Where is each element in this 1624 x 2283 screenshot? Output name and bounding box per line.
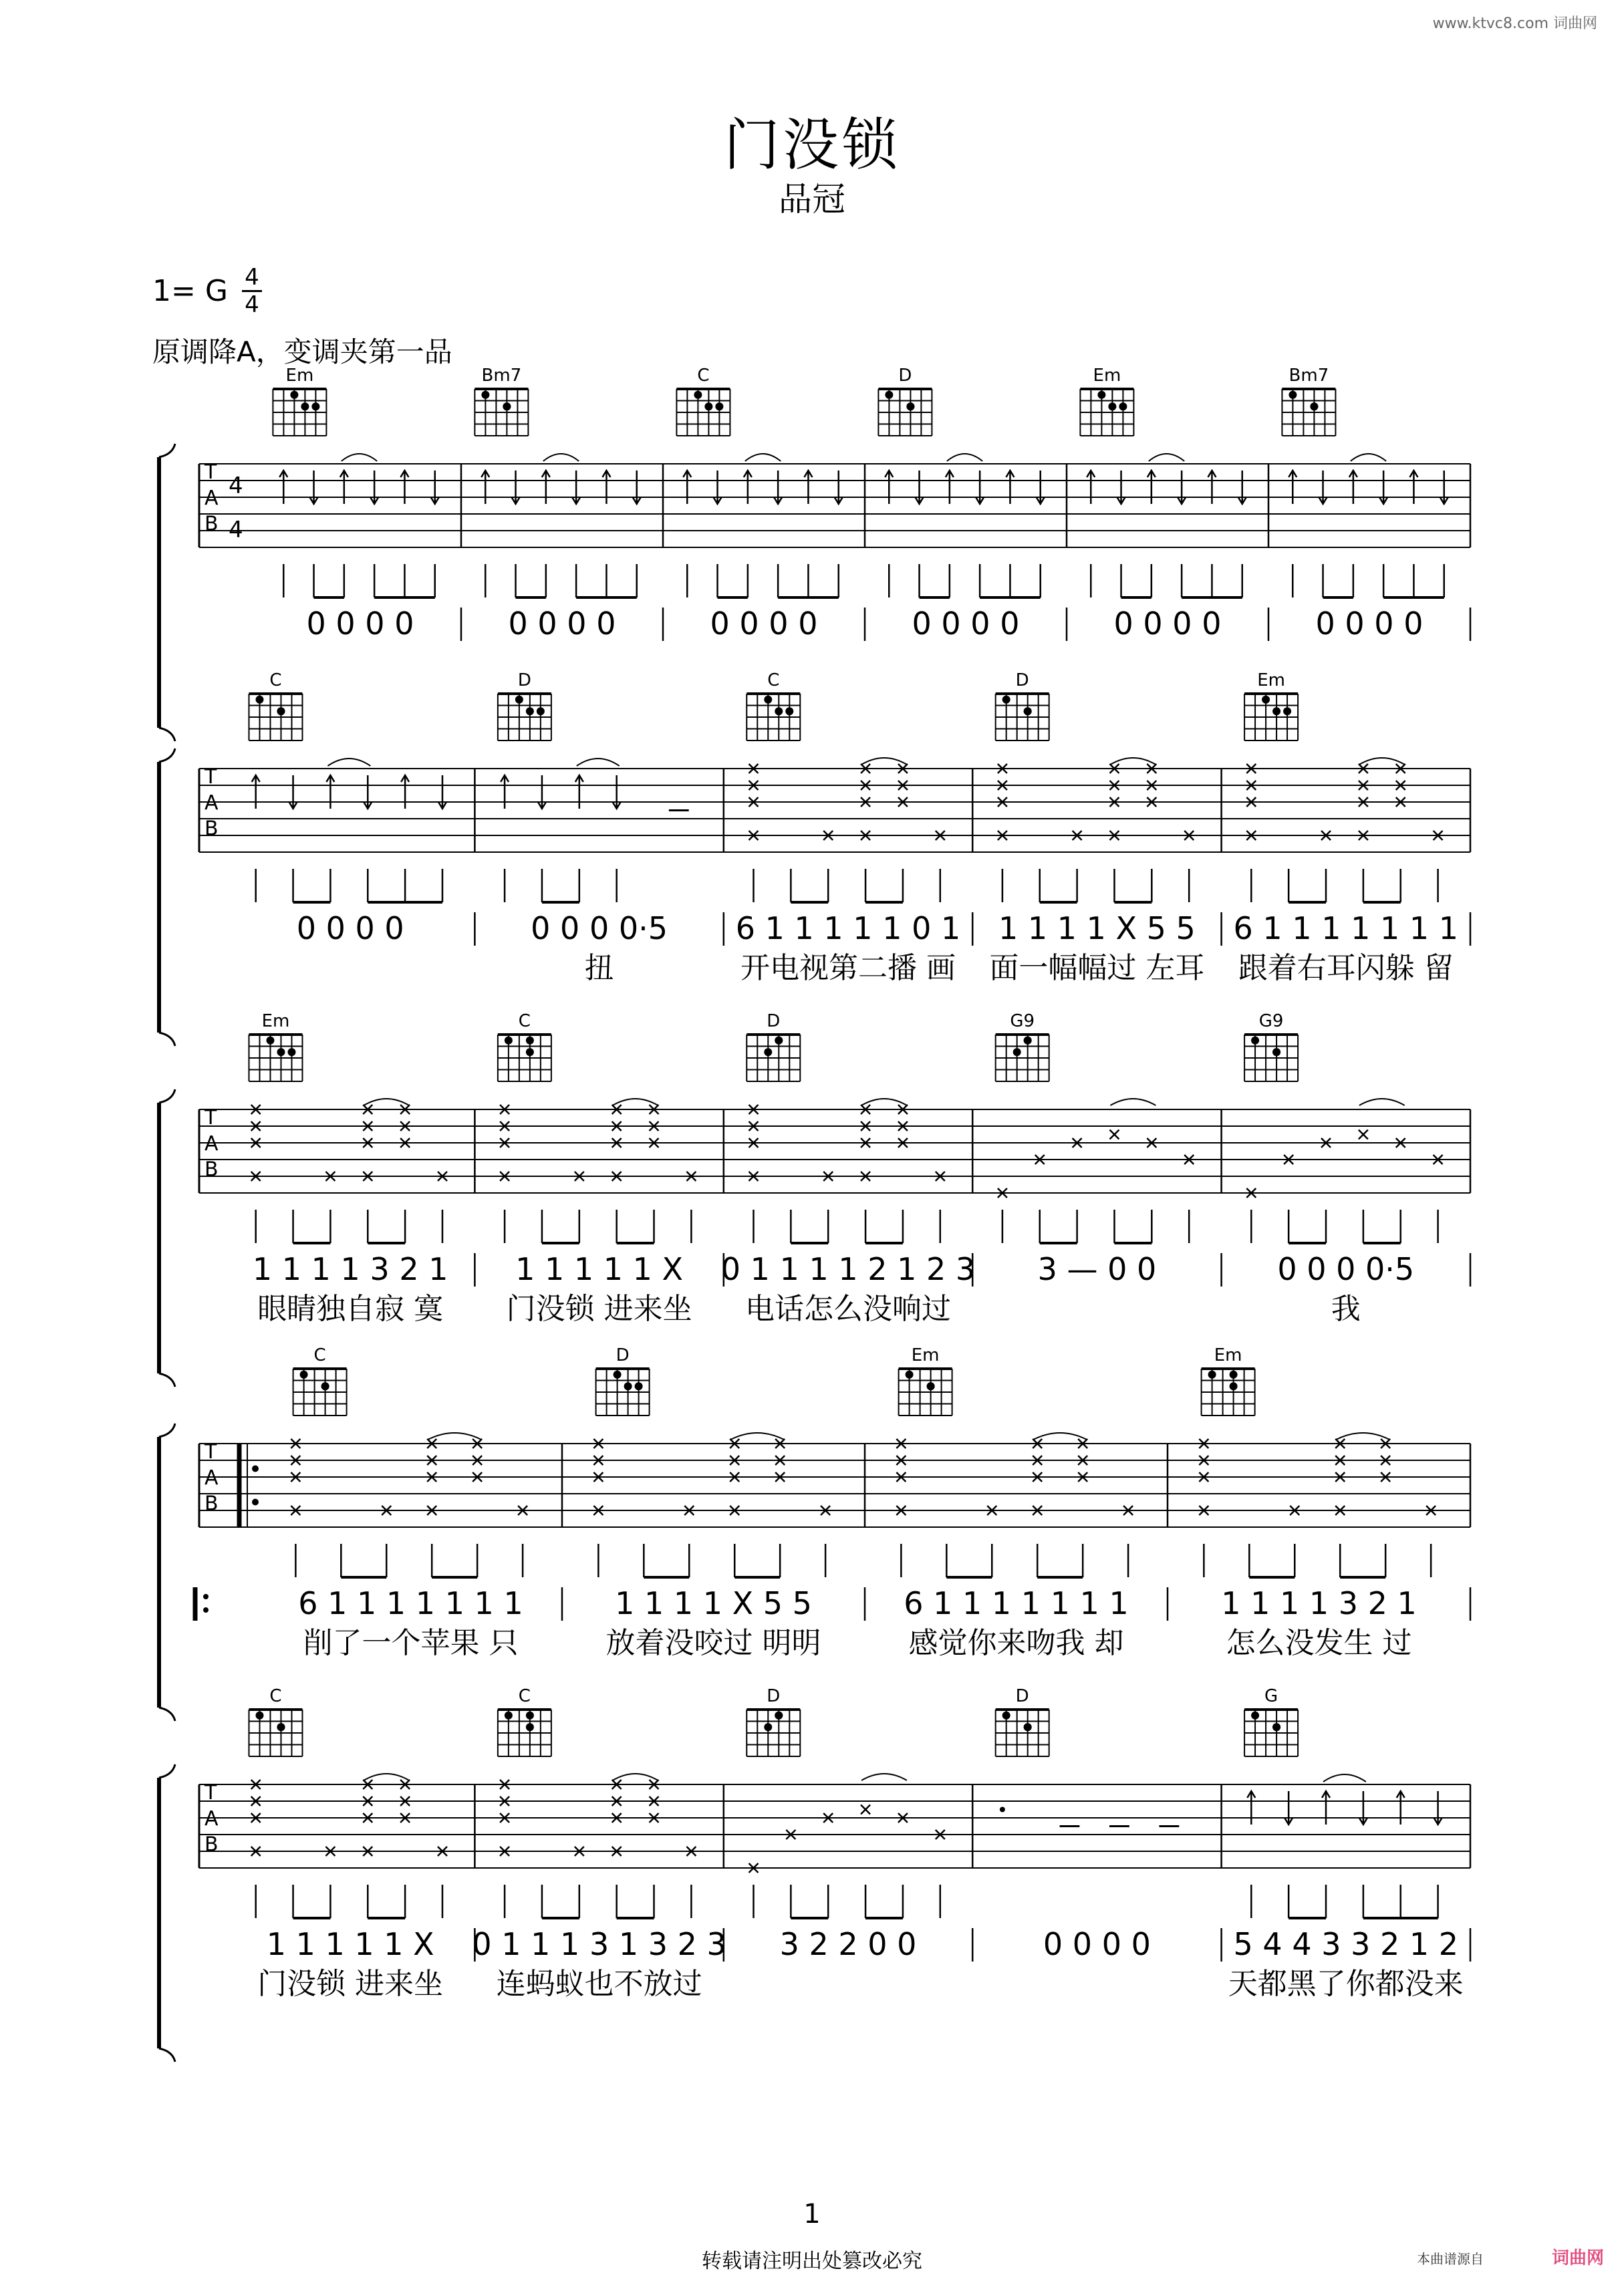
chord-dot <box>1262 696 1270 704</box>
song-title: 门没锁 <box>723 112 900 178</box>
chord-dot <box>885 391 893 399</box>
page-number: 1 <box>803 2199 821 2230</box>
system-bracket-hook <box>159 2048 175 2062</box>
lyric-line: 面一幅幅过 左耳 <box>989 951 1205 985</box>
artist-name: 品冠 <box>779 180 845 219</box>
jianpu-notes: 0 0 0 0 <box>1043 1926 1151 1962</box>
lyric-line: 电话怎么没响过 <box>745 1292 951 1326</box>
lyric-line: 眼睛独自寂 寞 <box>257 1292 444 1326</box>
tab-system <box>159 1011 1470 1387</box>
tie-arc <box>364 1774 409 1780</box>
tie-arc <box>861 758 907 765</box>
jianpu-notes: 6 1 1 1 1 1 0 1 <box>735 910 961 946</box>
time-signature-top: 4 <box>245 264 259 291</box>
lyric-line: 放着没咬过 明明 <box>605 1626 821 1660</box>
tab-clef-letter: A <box>205 791 219 815</box>
chord-dot <box>1283 707 1291 715</box>
chord-dot <box>1119 402 1127 410</box>
chord-dot <box>300 1371 308 1379</box>
jianpu-notes: 0 0 0 0 <box>508 606 616 642</box>
jianpu-notes: 0 0 0 0·5 <box>1277 1251 1415 1287</box>
jianpu-notes: 6 1 1 1 1 1 1 1 <box>1233 910 1459 946</box>
system-bracket-hook <box>159 1089 175 1103</box>
chord-dot <box>704 402 712 410</box>
tab-clef-letter: A <box>205 486 219 510</box>
chord-dot <box>503 402 511 410</box>
tie-arc <box>613 1099 658 1105</box>
tie-arc <box>543 454 579 461</box>
jianpu-notes: 6 1 1 1 1 1 1 1 <box>298 1585 523 1621</box>
chord-name: Em <box>911 1345 940 1365</box>
chord-name: Em <box>285 366 314 386</box>
system-bracket-hook <box>159 444 175 457</box>
chord-dot <box>277 1723 285 1731</box>
chord-dot <box>1272 1723 1280 1731</box>
chord-dot <box>764 696 772 704</box>
chord-dot <box>694 391 702 399</box>
tab-system <box>159 1345 1470 1721</box>
chord-dot <box>481 391 489 399</box>
repeat-dot <box>252 1466 259 1472</box>
jianpu-notes: 1 1 1 1 3 2 1 <box>1221 1585 1417 1621</box>
chord-dot <box>515 696 523 704</box>
tab-system <box>159 1686 1470 2062</box>
chord-name: Em <box>1257 670 1285 690</box>
chord-dot <box>764 1048 772 1056</box>
chord-name: D <box>1015 670 1029 690</box>
chord-dot <box>906 1371 914 1379</box>
jianpu-notes: 1 1 1 1 1 X <box>266 1926 434 1962</box>
chord-dot <box>1208 1371 1216 1379</box>
chord-dot <box>764 1723 772 1731</box>
tie-arc <box>342 454 377 461</box>
copyright-note: 转载请注明出处篡改必究 <box>702 2250 922 2273</box>
tab-clef-letter: T <box>205 1440 217 1464</box>
chord-dot <box>287 1048 295 1056</box>
chord-name: D <box>898 366 912 386</box>
chord-dot <box>785 707 793 715</box>
tab-clef-letter: B <box>205 817 219 841</box>
system-bracket-hook <box>159 1373 175 1387</box>
chord-dot <box>526 1037 534 1045</box>
jianpu-notes: 0 0 0 0 <box>306 606 414 642</box>
chord-name: Bm7 <box>1289 366 1329 386</box>
chord-dot <box>927 1382 935 1390</box>
system-bracket-hook <box>159 1764 175 1778</box>
tie-arc <box>1110 758 1156 765</box>
chord-dot <box>301 402 309 410</box>
lyric-line: 门没锁 进来坐 <box>506 1292 692 1326</box>
jianpu-notes: 0 1 1 1 1 2 1 2 3 <box>720 1251 976 1287</box>
tab-clef-letter: A <box>205 1806 219 1831</box>
chord-name: C <box>313 1345 326 1365</box>
chord-dot <box>1289 391 1297 399</box>
jianpu-notes: 1 1 1 1 X 5 5 <box>998 910 1196 946</box>
chord-dot <box>624 1382 632 1390</box>
chord-dot <box>1272 707 1280 715</box>
jianpu-notes: 1 1 1 1 3 2 1 <box>252 1251 448 1287</box>
jianpu-notes: 1 1 1 1 X 5 5 <box>615 1585 812 1621</box>
capo-note: 原调降A，变调夹第一品 <box>152 335 452 368</box>
chord-dot <box>1272 1048 1280 1056</box>
system-bracket-hook <box>159 1708 175 1721</box>
chord-dot <box>321 1382 329 1390</box>
chord-name: C <box>269 670 282 690</box>
chord-dot <box>715 402 723 410</box>
lyric-line: 连蚂蚁也不放过 <box>496 1967 702 2001</box>
chord-name: C <box>269 1686 282 1706</box>
chord-name: D <box>1015 1686 1029 1706</box>
time-signature-bottom: 4 <box>245 291 259 318</box>
chord-name: G9 <box>1010 1011 1035 1031</box>
chord-dot <box>526 707 534 715</box>
jianpu-notes: 1 1 1 1 1 X <box>515 1251 684 1287</box>
tab-clef-letter: T <box>205 765 217 789</box>
tie-arc <box>1359 1099 1405 1105</box>
tie-arc <box>1359 758 1405 765</box>
tab-clef-letter: B <box>205 1492 219 1516</box>
chord-name: Em <box>1214 1345 1242 1365</box>
system-bracket-hook <box>159 1424 175 1437</box>
chord-dot <box>1013 1048 1021 1056</box>
tie-arc <box>327 759 370 766</box>
chord-name: G9 <box>1258 1011 1284 1031</box>
tab-clef-letter: B <box>205 1833 219 1857</box>
lyric-line: 削了一个苹果 只 <box>303 1626 519 1660</box>
chord-name: D <box>767 1011 781 1031</box>
jianpu-notes: 0 0 0 0 <box>912 606 1020 642</box>
jianpu-notes: 6 1 1 1 1 1 1 1 <box>904 1585 1129 1621</box>
chord-dot <box>1230 1371 1238 1379</box>
tie-arc <box>947 454 982 461</box>
lyric-line: 扭 <box>584 951 614 985</box>
tab-clef-letter: B <box>205 512 219 536</box>
tab-clef-letter: T <box>205 460 217 484</box>
chord-dot <box>277 707 285 715</box>
chord-dot <box>1002 696 1010 704</box>
chord-dot <box>277 1048 285 1056</box>
lyric-line: 我 <box>1331 1292 1361 1326</box>
jianpu-repeat-dot <box>203 1594 209 1599</box>
chord-name: Em <box>261 1011 290 1031</box>
tie-arc <box>1323 1774 1366 1782</box>
lyric-line: 开电视第二播 画 <box>740 951 956 985</box>
chord-dot <box>614 1371 622 1379</box>
chord-dot <box>266 1037 274 1045</box>
jianpu-notes: 0 0 0 0 <box>1113 606 1222 642</box>
site-logo: 词曲网 <box>1551 2248 1604 2268</box>
tie-arc <box>1149 454 1184 461</box>
lyric-line: 怎么没发生 过 <box>1226 1626 1412 1660</box>
chord-dot <box>775 1037 783 1045</box>
tab-time-bottom: 4 <box>229 517 243 543</box>
chord-dot <box>290 391 298 399</box>
chord-dot <box>775 707 783 715</box>
tie-arc <box>861 1774 907 1780</box>
chord-dot <box>255 696 263 704</box>
chord-name: C <box>518 1686 531 1706</box>
key-signature: 1= G <box>152 274 228 308</box>
chord-dot <box>1310 402 1318 410</box>
chord-dot <box>1230 1382 1238 1390</box>
chord-dot <box>537 707 545 715</box>
tie-arc <box>745 454 781 461</box>
jianpu-notes: 0 0 0 0 <box>296 910 404 946</box>
jianpu-notes: 0 1 1 1 3 1 3 2 3 <box>472 1926 726 1962</box>
chord-dot <box>775 1712 783 1720</box>
chord-dot <box>635 1382 643 1390</box>
tie-arc <box>364 1099 409 1105</box>
tab-clef-letter: B <box>205 1158 219 1182</box>
chord-dot <box>906 402 914 410</box>
repeat-dot <box>252 1499 259 1506</box>
system-bracket-hook <box>159 728 175 741</box>
source-credit: 本曲谱源自 <box>1417 2251 1484 2267</box>
chord-name: C <box>697 366 710 386</box>
tie-arc <box>1351 454 1386 461</box>
site-watermark: www.ktvc8.com 词曲网 <box>1432 15 1597 32</box>
lyric-line: 感觉你来吻我 却 <box>908 1626 1124 1660</box>
chord-dot <box>1024 707 1032 715</box>
jianpu-notes: 0 0 0 0 <box>710 606 818 642</box>
jianpu-notes: 3 2 2 0 0 <box>779 1926 917 1962</box>
tab-clef-letter: T <box>205 1781 217 1804</box>
tie-arc <box>613 1774 658 1780</box>
chord-name: Bm7 <box>481 366 522 386</box>
jianpu-notes: 0 0 0 0 <box>1315 606 1424 642</box>
chord-dot <box>1097 391 1105 399</box>
chord-dot <box>1108 402 1116 410</box>
tab-clef-letter: A <box>205 1131 219 1156</box>
jianpu-notes: 5 4 4 3 3 2 1 2 <box>1233 1926 1459 1962</box>
chord-dot <box>1251 1712 1259 1720</box>
system-bracket-hook <box>159 1033 175 1046</box>
chord-dot <box>255 1712 263 1720</box>
lyric-line: 跟着右耳闪躲 留 <box>1238 951 1454 985</box>
jianpu-notes: 0 0 0 0·5 <box>531 910 668 946</box>
lyric-line: 门没锁 进来坐 <box>257 1967 444 2001</box>
chord-name: D <box>767 1686 781 1706</box>
chord-dot <box>1002 1712 1010 1720</box>
tie-arc <box>577 759 620 766</box>
chord-name: D <box>616 1345 630 1365</box>
chord-name: D <box>517 670 531 690</box>
chord-dot <box>526 1723 534 1731</box>
chord-name: C <box>767 670 780 690</box>
chord-name: C <box>518 1011 531 1031</box>
jianpu-repeat-dot <box>203 1607 209 1613</box>
chord-dot <box>526 1048 534 1056</box>
chord-dot <box>1024 1723 1032 1731</box>
chord-dot <box>311 402 319 410</box>
tab-system <box>159 670 1470 1046</box>
lyric-line: 天都黑了你都没来 <box>1228 1967 1464 2001</box>
chord-dot <box>1251 1037 1259 1045</box>
chord-dot <box>505 1037 513 1045</box>
chord-dot <box>1024 1037 1032 1045</box>
tab-clef-letter: T <box>205 1106 217 1129</box>
tie-arc <box>861 1099 907 1105</box>
chord-dot <box>505 1712 513 1720</box>
tab-time-top: 4 <box>229 473 243 499</box>
tie-arc <box>1110 1099 1156 1105</box>
fermata-dot <box>1000 1807 1005 1812</box>
chord-name: G <box>1264 1686 1278 1706</box>
jianpu-notes: 3 — 0 0 <box>1037 1251 1157 1287</box>
chord-dot <box>526 1712 534 1720</box>
chord-name: Em <box>1093 366 1121 386</box>
system-bracket-hook <box>159 749 175 762</box>
tab-clef-letter: A <box>205 1466 219 1490</box>
